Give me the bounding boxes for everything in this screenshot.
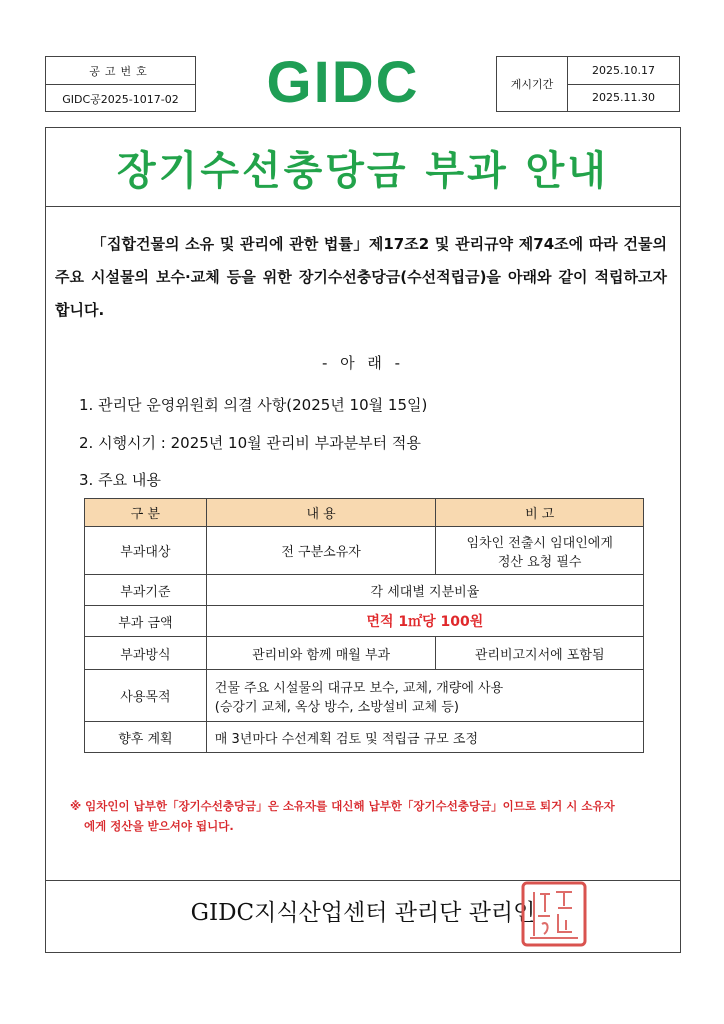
row-label: 부과방식 xyxy=(85,637,207,670)
item-3: 3. 주요 내용 xyxy=(79,471,161,489)
row-content: 각 세대별 지분비율 xyxy=(206,575,643,606)
tenant-note-line: 에게 정산을 받으셔야 됩니다. xyxy=(84,819,234,833)
intro-paragraph xyxy=(55,228,667,327)
intro-text: 「집합건물의 소유 및 관리에 관한 법률」제17조2 및 관리규약 제74조에 따라 건물의 주요 시설물의 보수·교체 등을 위한 장기수선충당금(수선적립금)을 아래와 같이 적립하고자 합니다. xyxy=(55,235,667,319)
title-row xyxy=(46,128,680,207)
posting-period-box xyxy=(496,56,680,112)
table-row xyxy=(85,670,644,722)
notice-number-value: GIDC공2025-1017-02 xyxy=(62,92,179,106)
table-header-remarks: 비 고 xyxy=(436,499,644,527)
row-label: 사용목적 xyxy=(85,670,207,722)
row-content xyxy=(206,670,643,722)
table-row xyxy=(85,722,644,753)
notice-number-box xyxy=(45,56,196,112)
issuer-name: GIDC지식산업센터 관리단 관리인 xyxy=(190,900,536,926)
table-row xyxy=(85,637,644,670)
table-header-content: 내 용 xyxy=(206,499,436,527)
row-remarks: 관리비고지서에 포함됨 xyxy=(436,637,644,670)
tenant-note-line: ※ 임차인이 납부한「장기수선충당금」은 소유자를 대신해 납부한「장기수선충당금」이므로 퇴거 시 소유자 xyxy=(70,799,615,813)
tenant-note xyxy=(70,796,670,836)
page-title: 장기수선충당금 부과 안내 xyxy=(117,147,609,194)
item-2: 2. 시행시기 : 2025년 10월 관리비 부과분부터 적용 xyxy=(79,434,421,452)
posting-period-end: 2025.11.30 xyxy=(592,91,655,105)
table-header-row xyxy=(85,499,644,527)
row-content-line: (승강기 교체, 옥상 방수, 소방설비 교체 등) xyxy=(214,699,459,715)
gidc-logo-text: GIDC xyxy=(266,50,420,115)
row-remarks-line: 정산 요청 필수 xyxy=(497,554,582,570)
info-table xyxy=(84,498,644,753)
gidc-logo xyxy=(258,40,428,120)
notice-number-label: 공고번호 xyxy=(46,57,195,85)
item-1: 1. 관리단 운영위원회 의결 사항(2025년 10월 15일) xyxy=(79,396,428,414)
row-content-line: 건물 주요 시설물의 대규모 보수, 교체, 개량에 사용 xyxy=(214,680,504,696)
table-header-category: 구 분 xyxy=(85,499,207,527)
row-label: 부과대상 xyxy=(85,527,207,575)
row-label: 향후 계획 xyxy=(85,722,207,753)
below-mark: - 아 래 - xyxy=(321,354,405,372)
row-remarks-line: 임차인 전출시 임대인에게 xyxy=(466,535,613,551)
notice-frame xyxy=(45,127,681,953)
row-label: 부과기준 xyxy=(85,575,207,606)
row-content: 매 3년마다 수선계획 검토 및 적립금 규모 조정 xyxy=(206,722,643,753)
table-row xyxy=(85,527,644,575)
posting-period-label: 게시기간 xyxy=(497,57,568,111)
row-content: 관리비와 함께 매월 부과 xyxy=(206,637,436,670)
row-remarks xyxy=(436,527,644,575)
table-row xyxy=(85,606,644,637)
posting-period-start: 2025.10.17 xyxy=(568,57,679,85)
row-label: 부과 금액 xyxy=(85,606,207,637)
table-row xyxy=(85,575,644,606)
row-content: 전 구분소유자 xyxy=(206,527,436,575)
charge-amount: 면적 1㎡당 100원 xyxy=(206,606,643,637)
official-seal-icon xyxy=(520,880,588,948)
